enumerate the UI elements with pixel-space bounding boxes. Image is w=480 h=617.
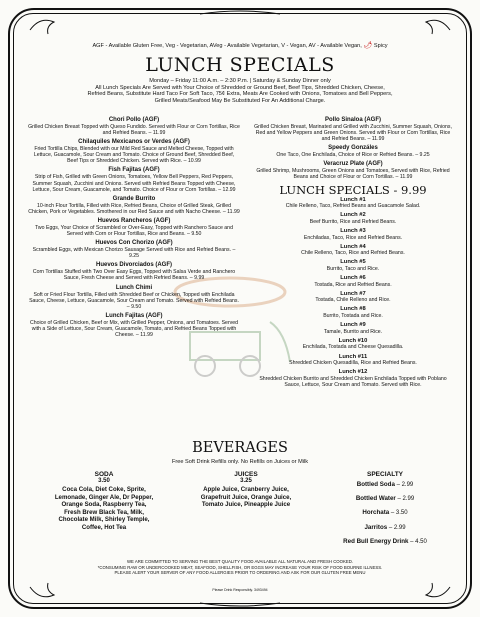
menu-item	[28, 218, 240, 237]
menu-item	[252, 161, 454, 180]
specialty-item	[320, 506, 450, 520]
lunch-item	[252, 259, 454, 272]
specialty-item-name: Jarritos	[364, 523, 388, 531]
specialty-item	[320, 478, 450, 492]
lunch-name: Lunch #10	[338, 337, 368, 344]
item-description: Corn Tortillas Stuffed with Two Over Easy Eggs, Topped with Salsa Verde and Ranchero Sauce, Fresh Cheese and Served with Refried Beans. – 9.99	[32, 269, 236, 282]
menu-item	[28, 285, 240, 310]
left-menu-column	[28, 117, 240, 341]
item-name: Grande Burrito	[112, 195, 156, 202]
lunch-name: Lunch #9	[340, 322, 366, 329]
lunch-name: Lunch #1	[340, 196, 366, 203]
menu-item	[252, 117, 454, 142]
specialty-item-price: – 3.50	[390, 510, 408, 517]
menu-item	[28, 139, 240, 164]
lunch-name: Lunch #8	[340, 306, 366, 313]
page-title: LUNCH SPECIALS	[145, 54, 335, 76]
item-name: Chori Pollo (AGF)	[108, 117, 160, 123]
specialty-item-name: Horchata	[362, 509, 390, 517]
item-description: Soft or Fried Flour Tortilla, Filled with Shredded Beef or Chicken, Topped with Enchilada Sauce, Cheese, Lettuce, Guacamole, Sour Cream and Tomato. Served with Refried Beans. – 9.50	[29, 291, 239, 310]
beverages-subtitle: Free Soft Drink Refills only. No Refills on Juices or Milk	[171, 459, 309, 465]
lunch-item	[252, 244, 454, 257]
soda-price: 3.50	[98, 478, 110, 484]
soda-heading: SODA	[94, 471, 114, 478]
specialty-item-name: Red Bull Energy Drink	[343, 537, 409, 545]
footer-note: Please Drink Responsibly. 3493494	[212, 588, 268, 592]
lunch-description: Burrito, Tostada and Rice.	[323, 313, 383, 320]
soda-line: Coca Cola, Diet Coke, Sprite,	[62, 486, 146, 493]
item-description: Grilled Shrimp, Mushrooms, Green Onions and Tomatoes, Served with Rice, Refried Beans and Choice of Flour or Corn Tortillas. – 11.99	[256, 168, 450, 181]
specialty-item-price: – 2.99	[397, 496, 415, 503]
intro-line-3: Grilled Meats/Seafood May Be Substituted For An Additional Charge.	[154, 97, 326, 104]
specialty-item-price: – 2.99	[396, 482, 414, 488]
juices-heading: JUICES	[234, 471, 258, 478]
item-description: 10-inch Flour Tortilla, Filled with Rice, Refried Beans, Choice of Grilled Steak, Grilled Chicken, Pork or Vegetables. Smothered in our Red Sauce and with Nacho Cheese. – 11.99	[28, 202, 240, 215]
lunch-description: Burrito, Taco and Rice.	[326, 266, 380, 272]
item-name: Chilaquiles Mexicanos or Verdes (AGF)	[78, 139, 190, 146]
legend-spicy: Spicy	[373, 43, 388, 49]
item-name: Huevos Divorciados (AGF)	[95, 262, 172, 269]
lunch-description: Chile Relleno, Taco, Refried Beans and Guacamole Salad.	[285, 203, 421, 210]
lunch-name: Lunch #7	[340, 290, 366, 297]
soda-line: Orange Soda, Raspberry Tea,	[61, 501, 147, 509]
soda-line: Fresh Brew Black Tea, Milk,	[64, 508, 144, 516]
specialty-column	[320, 471, 450, 549]
lunch-name: Lunch #3	[340, 228, 366, 235]
right-menu-column	[252, 117, 454, 391]
dietary-legend	[0, 41, 480, 49]
lunch-name: Lunch #11	[338, 353, 368, 360]
lunch-specials-heading: LUNCH SPECIALS - 9.99	[279, 182, 427, 197]
item-description: One Taco, One Enchilada, Choice of Rice or Refried Beans. – 9.25	[276, 152, 430, 159]
item-name: Lunch Chimi	[115, 284, 153, 291]
intro-line-1: All Lunch Specials Are Served with Your Choice of Shredded or Ground Beef, Beef Tips, Shredded Chicken, Cheese,	[95, 84, 385, 91]
footer-line-2: *CONSUMING RAW OR UNDERCOOKED MEAT, SEAFOOD, SHELLFISH, OR EGGS MAY INCREASE YOUR RISK OF FOOD BOURNE ILLNESS.	[97, 564, 383, 570]
item-name: Huevos Rancheros (AGF)	[97, 217, 171, 224]
item-name: Huevos Con Chorizo (AGF)	[95, 240, 173, 247]
menu-item	[28, 262, 240, 281]
lunch-description: Shredded Chicken Burrito and Shredded Chicken Enchilada Topped with Poblano Sauce, Lettuce, Sour Cream and Tomato. Served with Rice.	[259, 375, 447, 388]
lunch-item	[252, 354, 454, 367]
juices-price: 3.25	[240, 478, 252, 484]
soda-line: Coffee, Hot Tea	[81, 523, 127, 531]
item-name: Veracruz Plate (AGF)	[323, 161, 383, 168]
menu-item	[28, 313, 240, 338]
juice-line: Tomato Juice, Pineapple Juice	[201, 501, 291, 509]
specialty-item-price: – 4.50	[410, 538, 427, 545]
item-name: Lunch Fajitas (AGF)	[105, 312, 163, 319]
juice-line: Apple Juice, Cranberry Juice,	[203, 486, 289, 493]
lunch-description: Shredded Chicken Quesadilla, Rice and Refried Beans.	[289, 360, 417, 367]
item-name: Fish Fajitas (AGF)	[108, 167, 160, 174]
lunch-description: Tostada, Chile Relleno and Rice.	[315, 297, 391, 304]
beverages-heading: BEVERAGES	[192, 440, 288, 456]
lunch-description: Tamale, Burrito and Rice.	[323, 328, 383, 335]
soda-line: Lemonade, Ginger Ale, Dr Pepper,	[54, 493, 154, 501]
menu-item	[28, 240, 240, 259]
lunch-item	[252, 228, 454, 241]
juice-line: Grapefruit Juice, Orange Juice,	[200, 493, 292, 501]
lunch-item	[252, 275, 454, 288]
menu-item	[28, 196, 240, 215]
specialty-item	[320, 535, 450, 549]
specialty-item-price: – 2.99	[388, 524, 406, 531]
lunch-name: Lunch #4	[340, 243, 366, 250]
intro-line-2: Refried Beans, Substitute Hard Taco For Soft Taco, 75¢ Extra, Meats Are Cooked with Onions, Tomatoes and Bell Peppers,	[87, 91, 393, 98]
juices-column	[178, 471, 314, 509]
footer-disclaimer	[40, 559, 440, 576]
item-description: Strip of Fish, Grilled with Green Onions, Tomatoes, Yellow Bell Peppers, Red Peppers, Summer Squash, Zucchini and Onions. Served with Refried Beans Topped with Cheese, Lettuce, Sour Cream, Guacamole, and Tomato. Choice of Flour or Corn Tortillas. – 12.99	[32, 174, 236, 193]
footer-line-3: PLEASE ALERT YOUR SERVER OF ANY FOOD ALLERGIES PRIOR TO ORDERING AND ASK FOR OUR GLUTEN FREE MENU	[114, 570, 366, 575]
soda-line: Chocolate Milk, Shirley Temple,	[58, 516, 150, 524]
menu-item	[252, 145, 454, 158]
lunch-item	[252, 306, 454, 319]
item-description: Choice of Grilled Chicken, Beef or Mix, with Grilled Pepper, Onions, and Tomatoes. Served with a Side of Lettuce, Sour Cream, Guacamole, Tomato, and Refried Beans Topped with Cheese. – 11.99	[29, 319, 239, 338]
lunch-item	[252, 322, 454, 335]
menu-item	[28, 167, 240, 192]
item-description: Grilled Chicken Breast, Marinated and Grilled with Zucchini, Summer Squash, Onions, Red and Yellow Peppers and Green Onions. Served with Flour or Corn Tortillas, Rice and Refried Beans. – 11.99	[254, 124, 452, 143]
lunch-item	[252, 212, 454, 225]
specialty-item-name: Bottled Soda	[356, 481, 395, 488]
soda-column	[34, 471, 174, 532]
footer-line-1: WE ARE COMMITTED TO SERVING THE BEST QUALITY FOOD AVAILABLE ALL NATURAL AND FRESH COOKED.	[126, 559, 354, 564]
lunch-description: Enchiladas, Taco, Rice and Refried Beans.	[303, 234, 403, 241]
chili-pepper-icon: 🌶	[363, 42, 373, 49]
item-name: Pollo Sinaloa (AGF)	[324, 117, 381, 123]
menu-item	[28, 117, 240, 136]
specialty-item	[320, 521, 450, 535]
specialty-item-name: Bottled Water	[355, 495, 396, 503]
lunch-description: Beef Burrito, Rice and Refried Beans.	[309, 218, 397, 225]
item-description: Scrambled Eggs, with Mexican Chorizo Sausage Served with Rice and Refried Beans. – 9.25	[32, 247, 236, 260]
specialty-heading: SPECIALTY	[367, 471, 403, 478]
item-name: Speedy Gonzáles	[328, 145, 378, 152]
item-description: Fried Tortilla Chips, Blended with our Mild Red Sauce and Melted Cheese, Topped with Lettuce, Guacamole, Sour Cream and Tomato. Choice of Ground Beef, Shredded Beef, Beef Tips or Shredded Chicken. Served with Rice. – 10.99	[33, 146, 235, 165]
lunch-description: Enchilada, Tostada and Cheese Quesadilla.	[302, 344, 404, 351]
lunch-item	[252, 369, 454, 388]
item-description: Two Eggs, Your Choice of Scrambled or Over-Easy, Topped with Ranchero Sauce and Served with Corn or Flour Tortillas, Rice and Beans. – 9.50	[35, 224, 233, 238]
lunch-description: Tostada, Rice and Refried Beans.	[314, 281, 392, 288]
legend-text: AGF - Available Gluten Free, Veg - Vegetarian, AVeg - Available Vegetarian, V - Vegan, AV - Available Vegan,	[92, 43, 362, 49]
intro-text	[30, 78, 450, 104]
lunch-description: Chile Relleno, Taco, Rice and Refried Beans.	[301, 250, 405, 257]
lunch-name: Lunch #2	[340, 212, 366, 219]
lunch-name: Lunch #12	[338, 369, 368, 376]
item-description: Grilled Chicken Breast Topped with Queso Fundido. Served with Flour or Corn Tortillas, Rice and Refried Beans. – 11.99	[28, 124, 240, 137]
lunch-name: Lunch #6	[340, 275, 366, 282]
lunch-item	[252, 291, 454, 304]
lunch-item	[252, 338, 454, 351]
hours-line: Monday – Friday 11:00 A.m. – 2:30 P.m. | Saturday & Sunday Dinner only	[149, 78, 331, 84]
lunch-name: Lunch #5	[340, 259, 366, 266]
specialty-item	[320, 492, 450, 506]
lunch-item	[252, 197, 454, 210]
